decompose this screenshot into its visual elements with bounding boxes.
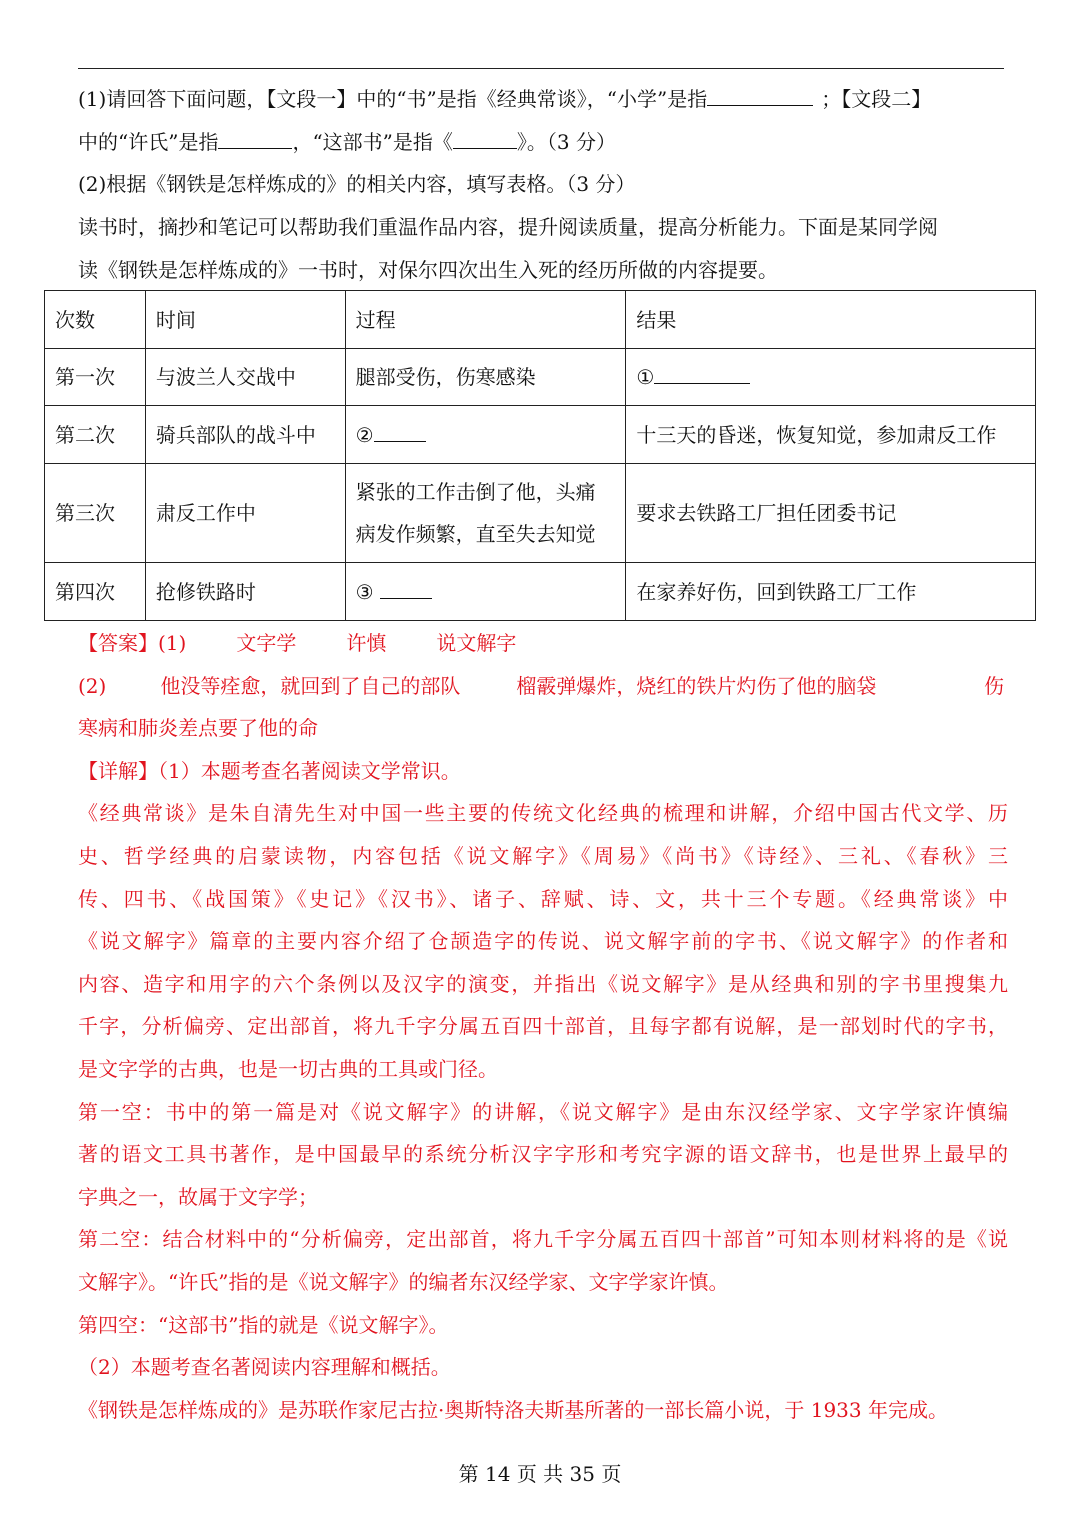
- table-row: [45, 563, 1036, 621]
- table-cell: 在家养好伤，回到铁路工厂工作: [626, 563, 1036, 621]
- question-1-line-1: (1)请回答下面问题，【文段一】中的“书”是指《经典常谈》，“小学”是指 ；【文段二】: [78, 78, 1008, 121]
- table-cell: 肃反工作中: [145, 464, 345, 563]
- table-cell: 第三次: [45, 464, 146, 563]
- detail-paragraph-1: 《经典常谈》是朱自清先生对中国一些主要的传统文化经典的梳理和讲解，介绍中国古代文学、历 史、哲学经典的启蒙读物，内容包括《说文解字》《周易》《尚书》《诗经》、三礼、《春秋》三 传、四书、《战国策》《史记》《汉书》、诸子、辞赋、诗、文，共十三个专题。《经典常谈》中 《说文解字》篇章的主要内容介绍了仓颉造字的传说、说文解字前的字书、《说文解字》的作者和 内容、造字和用字的六个条例以及汉字的演变，并指出《说文解字》是从经典和别的字书里搜集九 千字，分析偏旁、定出部首，将九千字分属五百四十部首，且每字都有说解，是一部划时代的字书， 是文字学的古典，也是一切古典的工具或门径。: [78, 801, 1008, 1081]
- table-cell: 十三天的昏迷，恢复知觉，参加肃反工作: [626, 406, 1036, 464]
- header-rule: [78, 68, 1004, 69]
- question-block: [78, 78, 1008, 291]
- answer-section: [78, 622, 1008, 1431]
- table-cell: 第一次: [45, 349, 146, 406]
- table-cell: ③: [345, 563, 626, 621]
- table-header: 时间: [145, 291, 345, 349]
- table-cell: 紧张的工作击倒了他，头痛病发作频繁，直至失去知觉: [345, 464, 626, 563]
- table-cell: ①: [626, 349, 1036, 406]
- table-cell: 第二次: [45, 406, 146, 464]
- detail-label: 【详解】: [78, 758, 158, 783]
- table-row: [45, 464, 1036, 563]
- table-cell: ②: [345, 406, 626, 464]
- detail-paragraph-3: 第二空：结合材料中的“分析偏旁，定出部首，将九千字分属五百四十部首”可知本则材料将的是《说 文解字》。“许氏”指的是《说文解字》的编者东汉经学家、文字学家许慎。: [78, 1227, 1008, 1294]
- detail-heading: 【详解】（1）本题考查名著阅读文学常识。: [78, 758, 461, 783]
- answer-blank: [380, 572, 432, 599]
- table-header: 过程: [345, 291, 626, 349]
- question-1-line-2: 中的“许氏”是指 ，“这部书”是指《 》。（3 分）: [78, 121, 1008, 164]
- table-cell: 骑兵部队的战斗中: [145, 406, 345, 464]
- detail-paragraph-2: 第一空：书中的第一篇是对《说文解字》的讲解，《说文解字》是由东汉经学家、文字学家许慎编 著的语文工具书著作，是中国最早的系统分析汉字字形和考究字源的语文辞书，也是世界上最早的 字典之一，故属于文字学；: [78, 1099, 1008, 1209]
- detail-paragraph-6: 《钢铁是怎样炼成的》是苏联作家尼古拉·奥斯特洛夫斯基所著的一部长篇小说，于 1933 年完成。: [78, 1397, 948, 1422]
- table-header-row: [45, 291, 1036, 349]
- table-cell: 抢修铁路时: [145, 563, 345, 621]
- table-cell: 第四次: [45, 563, 146, 621]
- answer-line-3: 寒病和肺炎差点要了他的命: [78, 716, 318, 741]
- table-cell: 腿部受伤，伤寒感染: [345, 349, 626, 406]
- table-cell: 与波兰人交战中: [145, 349, 345, 406]
- answer-line-2: (2) 他没等痊愈，就回到了自己的部队 榴霰弹爆炸，烧红的铁片灼伤了他的脑袋 伤: [78, 673, 1004, 698]
- table-header: 结果: [626, 291, 1036, 349]
- answer-blank: [707, 79, 813, 106]
- question-2: (2)根据《钢铁是怎样炼成的》的相关内容，填写表格。（3 分）: [78, 172, 636, 197]
- table-row: [45, 349, 1036, 406]
- intro-line-2: 读《钢铁是怎样炼成的》一书时，对保尔四次出生入死的经历所做的内容提要。: [78, 257, 778, 282]
- detail-paragraph-5: （2）本题考查名著阅读内容理解和概括。: [78, 1355, 451, 1380]
- answer-blank: [654, 357, 750, 384]
- answer-line-1: 【答案】(1) 文字学 许慎 说文解字: [78, 631, 517, 655]
- intro-line-1: 读书时，摘抄和笔记可以帮助我们重温作品内容，提升阅读质量，提高分析能力。下面是某同学阅: [78, 215, 938, 240]
- answer-label: 【答案】: [78, 631, 158, 655]
- detail-paragraph-4: 第四空：“这部书”指的就是《说文解字》。: [78, 1312, 449, 1337]
- page-footer: 第 14 页 共 35 页: [458, 1462, 622, 1486]
- table-row: [45, 406, 1036, 464]
- answer-blank: [218, 122, 292, 149]
- summary-table: [44, 290, 1036, 621]
- answer-blank: [453, 122, 517, 149]
- table-cell: 要求去铁路工厂担任团委书记: [626, 464, 1036, 563]
- table-header: 次数: [45, 291, 146, 349]
- answer-blank: [374, 415, 426, 442]
